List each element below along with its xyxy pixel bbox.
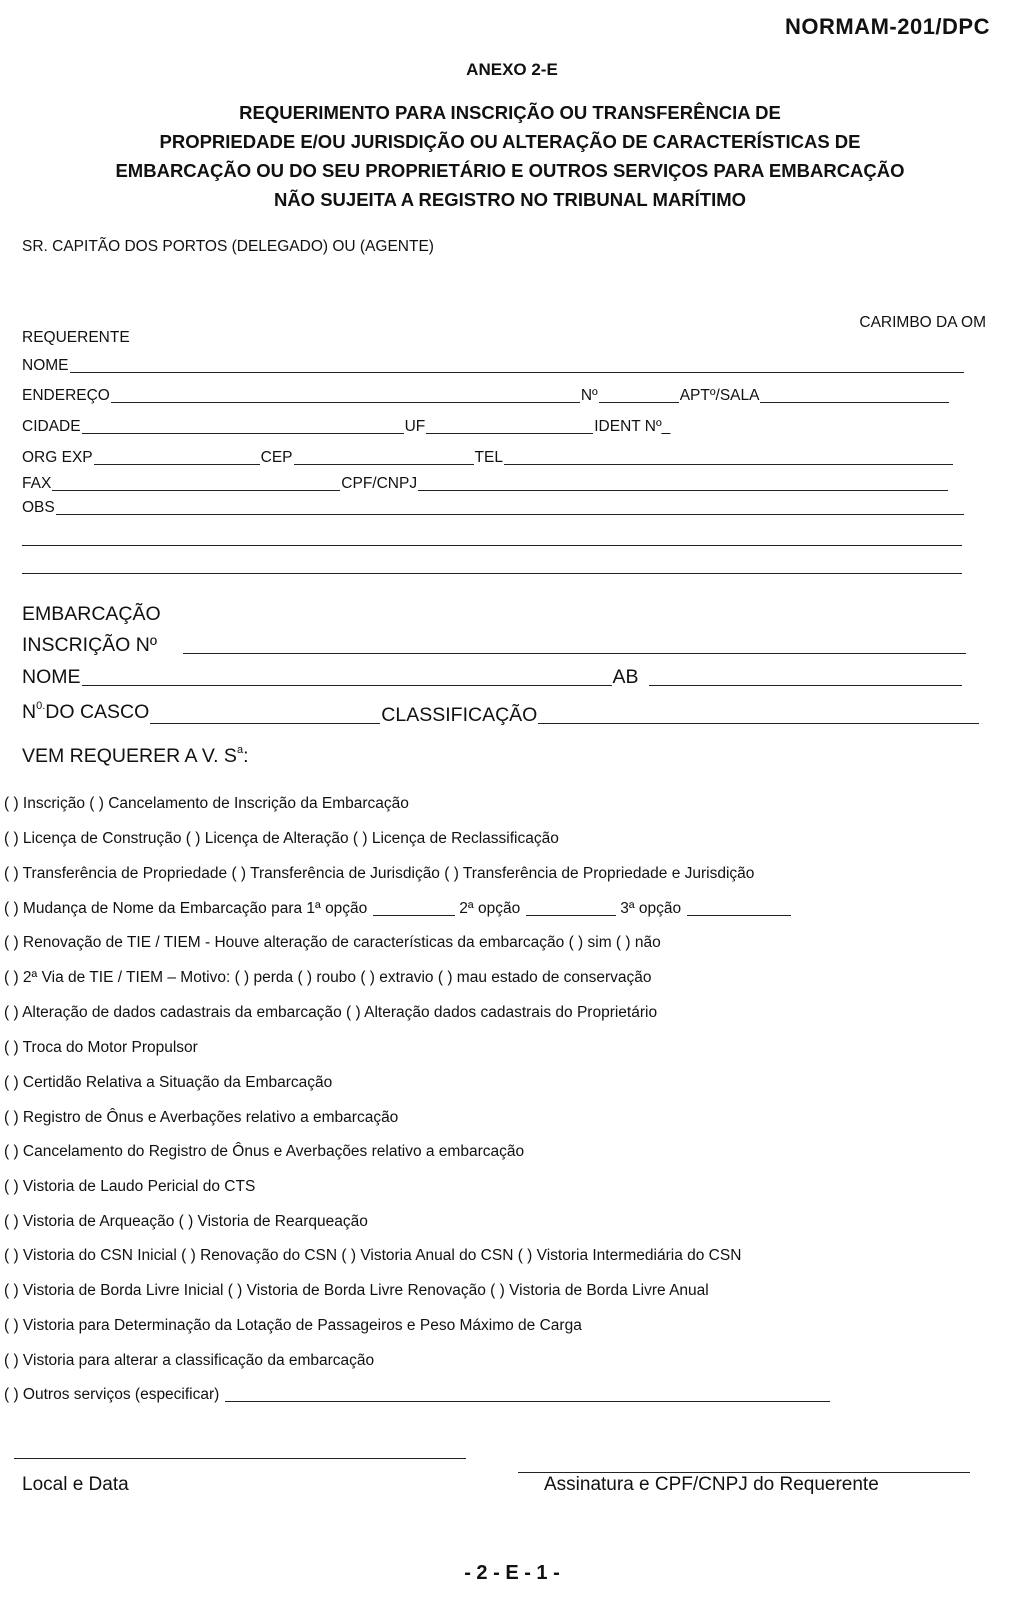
option-cancelamento-onus[interactable] [4, 1143, 524, 1161]
local-data-line[interactable] [14, 1458, 466, 1459]
obs-line-2[interactable] [22, 545, 962, 546]
option-outros-servicos[interactable] [4, 1386, 834, 1404]
embarcacao-section-label: EMBARCAÇÃO [22, 603, 161, 625]
option-licencas-text: ( ) Licença de Construção ( ) Licença de Alteração ( ) Licença de Reclassificação [4, 830, 559, 847]
embarcacao-nome-label: NOME [22, 666, 81, 688]
option-renovacao-tie[interactable] [4, 934, 661, 952]
option-segunda-via[interactable] [4, 969, 652, 987]
classificacao-label: CLASSIFICAÇÃO [381, 704, 538, 726]
document-code: NORMAM-201/DPC [784, 14, 990, 39]
uf-label: UF [404, 418, 426, 435]
option-troca-motor-text: ( ) Troca do Motor Propulsor [4, 1039, 198, 1056]
option-arqueacao-text: ( ) Vistoria de Arqueação ( ) Vistoria de Rearqueação [4, 1213, 368, 1230]
outros-servicos-field[interactable] [225, 1387, 830, 1402]
request-heading [22, 745, 249, 770]
option-csn[interactable] [4, 1247, 741, 1265]
requerente-orgexp-row [22, 449, 954, 467]
classificacao-field[interactable] [538, 705, 979, 724]
request-superscript: a [236, 744, 244, 756]
option-inscricao[interactable] [4, 795, 409, 813]
cidade-field[interactable] [82, 419, 404, 434]
option-cancelamento-onus-text: ( ) Cancelamento do Registro de Ônus e Averbações relativo a embarcação [4, 1143, 525, 1160]
obs-label: OBS [22, 499, 55, 516]
requerente-section-label: REQUERENTE [22, 329, 130, 346]
option-registro-onus[interactable] [4, 1109, 398, 1127]
endereco-label: ENDEREÇO [22, 387, 110, 404]
fax-label: FAX [22, 475, 52, 492]
request-suffix: : [243, 745, 249, 767]
tel-label: TEL [474, 449, 503, 466]
option-laudo-pericial-text: ( ) Vistoria de Laudo Pericial do CTS [4, 1178, 256, 1195]
opcao-1-field[interactable] [373, 901, 455, 916]
option-renovacao-tie-text: ( ) Renovação de TIE / TIEM - Houve alteração de características da embarcação ( ) sim ( ) não [4, 934, 661, 951]
requerente-fax-row [22, 475, 949, 493]
option-licencas[interactable] [4, 830, 559, 848]
cep-label: CEP [260, 449, 293, 466]
apt-sala-label: APTº/SALA [679, 387, 760, 404]
ab-label: AB [612, 666, 639, 688]
opcao-3-label: 3ª opção [620, 900, 682, 917]
assinatura-label: Assinatura e CPF/CNPJ do Requerente [544, 1474, 879, 1495]
n-casco-field[interactable] [150, 705, 380, 724]
stamp-label: CARIMBO DA OM [859, 314, 986, 331]
form-title-line-2: PROPRIEDADE E/OU JURISDIÇÃO OU ALTERAÇÃO DE CARACTERÍSTICAS DE [159, 131, 861, 152]
option-mudanca-nome-text: ( ) Mudança de Nome da Embarcação para 1ª opção [4, 900, 368, 917]
option-classificacao[interactable] [4, 1352, 374, 1370]
n-casco-label [22, 701, 149, 726]
option-alteracao-dados[interactable] [4, 1004, 657, 1022]
embarcacao-nome-field[interactable] [82, 667, 612, 686]
option-csn-text: ( ) Vistoria do CSN Inicial ( ) Renovação do CSN ( ) Vistoria Anual do CSN ( ) Vistoria Intermediária do CSN [4, 1247, 742, 1264]
option-registro-onus-text: ( ) Registro de Ônus e Averbações relativo a embarcação [4, 1109, 399, 1126]
option-certidao-text: ( ) Certidão Relativa a Situação da Embarcação [4, 1074, 333, 1091]
apt-sala-field[interactable] [760, 388, 949, 403]
form-title [60, 98, 960, 214]
tel-field[interactable] [504, 450, 953, 465]
option-lotacao[interactable] [4, 1317, 582, 1335]
option-inscricao-text: ( ) Inscrição ( ) Cancelamento de Inscrição da Embarcação [4, 795, 409, 812]
requerente-cidade-row [22, 418, 670, 436]
opcao-3-field[interactable] [687, 901, 791, 916]
obs-field[interactable] [56, 500, 964, 515]
n-casco-prefix: N [22, 701, 37, 723]
local-data-label: Local e Data [22, 1474, 129, 1495]
option-classificacao-text: ( ) Vistoria para alterar a classificação da embarcação [4, 1352, 375, 1369]
endereco-field[interactable] [111, 388, 580, 403]
option-arqueacao[interactable] [4, 1213, 368, 1231]
option-lotacao-text: ( ) Vistoria para Determinação da Lotação de Passageiros e Peso Máximo de Carga [4, 1317, 582, 1334]
option-borda-livre-text: ( ) Vistoria de Borda Livre Inicial ( ) Vistoria de Borda Livre Renovação ( ) Vistoria de Borda Livre Anual [4, 1282, 709, 1299]
option-segunda-via-text: ( ) 2ª Via de TIE / TIEM – Motivo: ( ) perda ( ) roubo ( ) extravio ( ) mau estado de conservação [4, 969, 652, 986]
assinatura-line[interactable] [518, 1472, 970, 1473]
addressee: SR. CAPITÃO DOS PORTOS (DELEGADO) OU (AGENTE) [22, 238, 434, 255]
requerente-nome-row [22, 357, 965, 375]
org-exp-field[interactable] [94, 450, 260, 465]
requerente-obs-row [22, 499, 965, 517]
option-certidao[interactable] [4, 1074, 332, 1092]
cpf-cnpj-label: CPF/CNPJ [341, 475, 418, 492]
inscricao-label: INSCRIÇÃO Nº [22, 634, 157, 656]
request-prefix: VEM REQUERER A V. S [22, 745, 237, 767]
option-laudo-pericial[interactable] [4, 1178, 255, 1196]
option-troca-motor[interactable] [4, 1039, 198, 1057]
obs-line-3[interactable] [22, 573, 962, 574]
page-number: - 2 - E - 1 - [464, 1562, 560, 1584]
cpf-cnpj-field[interactable] [418, 476, 948, 491]
requerente-endereco-row [22, 387, 950, 405]
form-title-line-3: EMBARCAÇÃO OU DO SEU PROPRIETÁRIO E OUTROS SERVIÇOS PARA EMBARCAÇÃO [115, 160, 905, 181]
option-borda-livre[interactable] [4, 1282, 709, 1300]
nome-field[interactable] [70, 358, 964, 373]
ab-field[interactable] [649, 667, 962, 686]
option-mudanca-nome[interactable] [4, 900, 795, 918]
form-title-line-4: NÃO SUJEITA A REGISTRO NO TRIBUNAL MARÍTIMO [273, 189, 747, 210]
org-exp-label: ORG EXP [22, 449, 93, 466]
embarcacao-inscricao-row [22, 634, 967, 656]
option-alteracao-dados-text: ( ) Alteração de dados cadastrais da embarcação ( ) Alteração dados cadastrais do Proprietário [4, 1004, 658, 1021]
embarcacao-casco-row [22, 701, 980, 726]
fax-field[interactable] [52, 476, 340, 491]
cep-field[interactable] [294, 450, 474, 465]
uf-field[interactable] [426, 419, 593, 434]
inscricao-field[interactable] [183, 635, 966, 654]
option-transferencias-text: ( ) Transferência de Propriedade ( ) Transferência de Jurisdição ( ) Transferência de Propriedade e Jurisdição [4, 865, 755, 882]
opcao-2-field[interactable] [526, 901, 616, 916]
option-transferencias[interactable] [4, 865, 754, 883]
nome-label: NOME [22, 357, 69, 374]
cidade-label: CIDADE [22, 418, 81, 435]
option-outros-servicos-text: ( ) Outros serviços (especificar) [4, 1386, 220, 1403]
annex-label: ANEXO 2-E [466, 60, 558, 79]
embarcacao-nome-row [22, 666, 963, 688]
ident-label: IDENT Nº_ [594, 418, 671, 435]
opcao-2-label: 2ª opção [459, 900, 521, 917]
form-title-line-1: REQUERIMENTO PARA INSCRIÇÃO OU TRANSFERÊNCIA DE [239, 102, 781, 123]
n-casco-suffix: DO CASCO [45, 701, 150, 723]
n-casco-superscript: 0. [36, 700, 46, 712]
numero-label: Nº [580, 387, 598, 404]
numero-field[interactable] [599, 388, 679, 403]
